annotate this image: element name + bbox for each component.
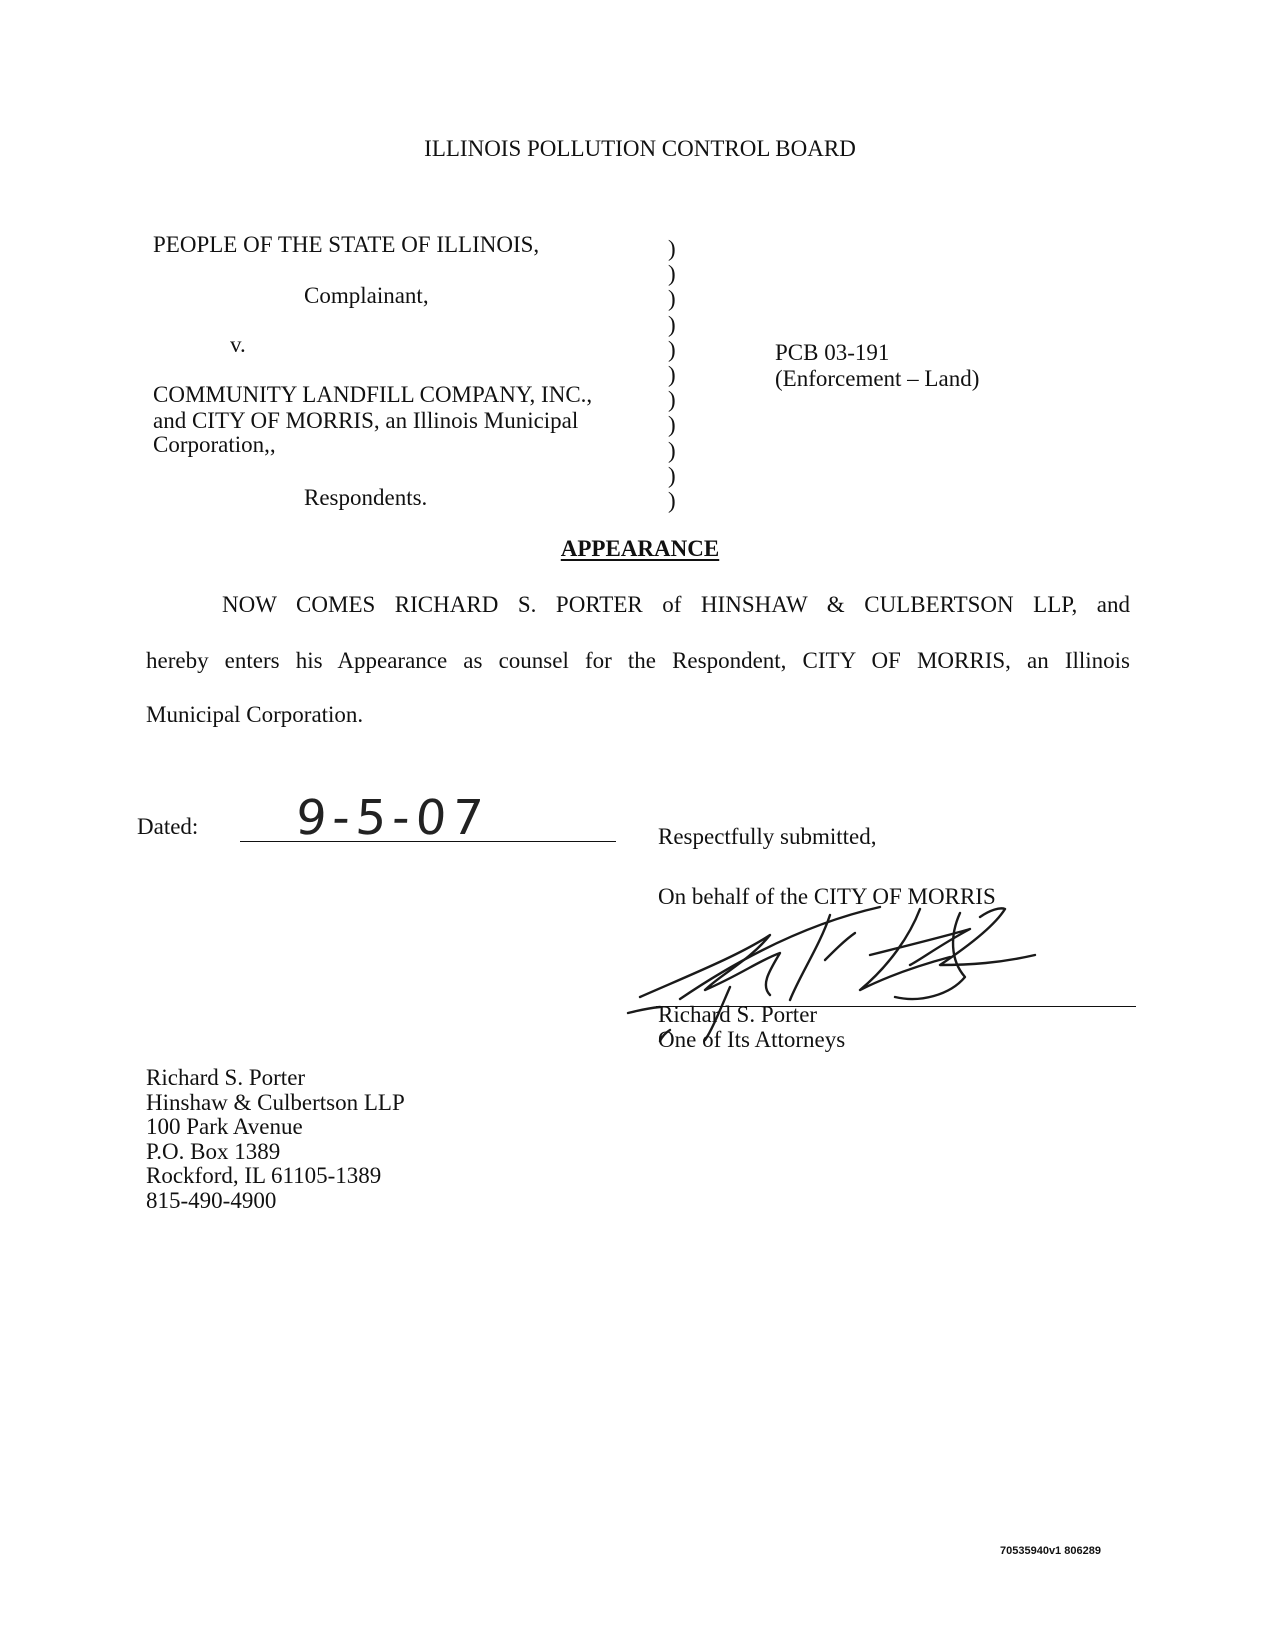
versus-label: v. <box>230 332 246 357</box>
paren: ) <box>668 437 676 463</box>
board-title: ILLINOIS POLLUTION CONTROL BOARD <box>424 136 856 161</box>
closing-text: Respectfully submitted, <box>658 824 877 849</box>
defendant-role: Respondents. <box>304 485 428 510</box>
paren: ) <box>668 236 676 261</box>
paren: ) <box>668 412 676 438</box>
caption-parentheses <box>668 236 684 513</box>
paren: ) <box>668 336 676 362</box>
paren: ) <box>668 488 676 514</box>
paren: ) <box>668 311 676 337</box>
on-behalf-text: On behalf of the CITY OF MORRIS <box>658 884 996 909</box>
dated-label: Dated: <box>137 814 199 839</box>
signer-title: One of Its Attorneys <box>658 1027 846 1052</box>
address-street: 100 Park Avenue <box>146 1114 303 1139</box>
defendant-line-3: Corporation,, <box>153 432 276 457</box>
address-city: Rockford, IL 61105-1389 <box>146 1163 382 1188</box>
address-phone: 815-490-4900 <box>146 1187 277 1213</box>
address-name: Richard S. Porter <box>146 1065 306 1090</box>
plaintiff-name: PEOPLE OF THE STATE OF ILLINOIS, <box>153 232 540 257</box>
plaintiff-role: Complainant, <box>304 283 429 308</box>
paren: ) <box>668 286 676 312</box>
address-firm: Hinshaw & Culbertson LLP <box>146 1089 405 1115</box>
appearance-line-3: Municipal Corporation. <box>146 702 364 727</box>
signer-name: Richard S. Porter <box>658 1002 818 1027</box>
defendant-line-1: COMMUNITY LANDFILL COMPANY, INC., <box>153 382 593 407</box>
case-number: PCB 03-191 <box>775 340 890 365</box>
paren: ) <box>668 462 676 488</box>
appearance-heading: APPEARANCE <box>560 536 720 561</box>
appearance-line-2: hereby enters his Appearance as counsel for the Respondent, CITY OF MORRIS, an Illinois <box>146 648 1130 673</box>
defendant-line-2: and CITY OF MORRIS, an Illinois Municipal <box>153 408 579 433</box>
paren: ) <box>668 387 676 413</box>
attorney-address <box>146 1066 405 1213</box>
address-po-box: P.O. Box 1389 <box>146 1138 281 1164</box>
case-type: (Enforcement – Land) <box>775 366 980 391</box>
appearance-line-1: NOW COMES RICHARD S. PORTER of HINSHAW & CULBERTSON LLP, and <box>222 592 1130 617</box>
handwritten-date: 9-5-07 <box>294 790 491 846</box>
paren: ) <box>668 261 676 287</box>
document-id: 70535940v1 806289 <box>1000 1545 1101 1557</box>
paren: ) <box>668 362 676 388</box>
